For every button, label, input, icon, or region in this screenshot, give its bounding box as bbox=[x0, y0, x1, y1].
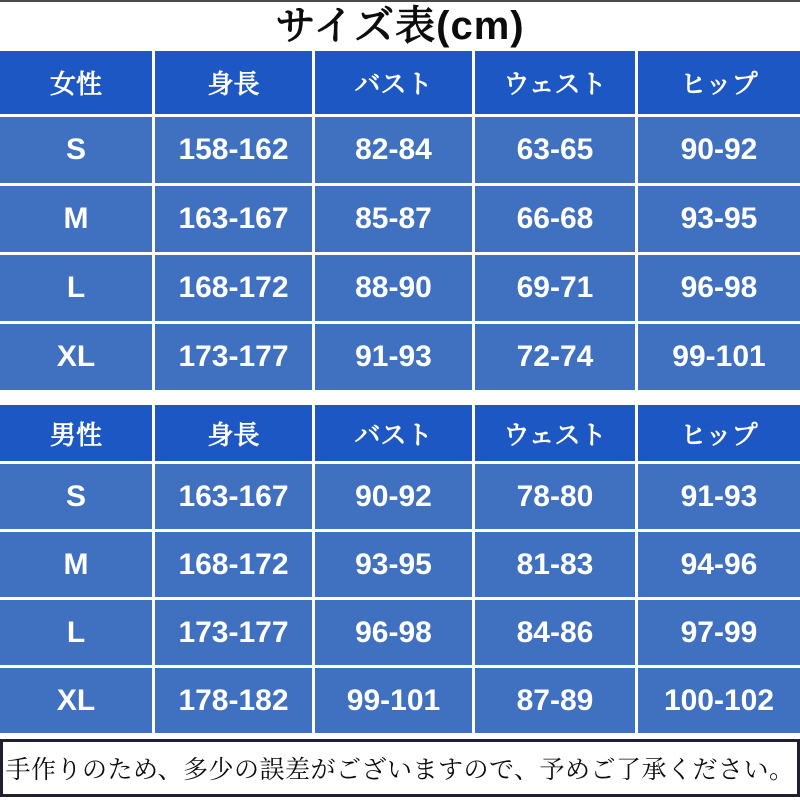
column-header-cell: ウェスト bbox=[475, 51, 635, 114]
row-label-cell: M bbox=[0, 186, 152, 252]
size-table-women bbox=[0, 51, 800, 390]
column-header-cell: ヒップ bbox=[638, 405, 800, 461]
value-cell: 168-172 bbox=[155, 532, 312, 597]
value-cell: 91-93 bbox=[638, 464, 800, 529]
value-cell: 99-101 bbox=[315, 668, 472, 733]
row-label-cell: S bbox=[0, 464, 152, 529]
value-cell: 93-95 bbox=[638, 186, 800, 252]
value-cell: 163-167 bbox=[155, 186, 312, 252]
value-cell: 93-95 bbox=[315, 532, 472, 597]
value-cell: 96-98 bbox=[315, 600, 472, 665]
value-cell: 84-86 bbox=[475, 600, 635, 665]
value-cell: 88-90 bbox=[315, 255, 472, 321]
value-cell: 87-89 bbox=[475, 668, 635, 733]
row-label-cell: XL bbox=[0, 324, 152, 390]
row-label-cell: XL bbox=[0, 668, 152, 733]
column-header-cell: 身長 bbox=[155, 51, 312, 114]
value-cell: 96-98 bbox=[638, 255, 800, 321]
value-cell: 82-84 bbox=[315, 117, 472, 183]
row-label-cell: M bbox=[0, 532, 152, 597]
row-label-cell: L bbox=[0, 255, 152, 321]
value-cell: 173-177 bbox=[155, 324, 312, 390]
value-cell: 81-83 bbox=[475, 532, 635, 597]
value-cell: 72-74 bbox=[475, 324, 635, 390]
column-header-cell: バスト bbox=[315, 51, 472, 114]
size-table-men bbox=[0, 405, 800, 733]
column-header-cell: 身長 bbox=[155, 405, 312, 461]
value-cell: 90-92 bbox=[638, 117, 800, 183]
value-cell: 100-102 bbox=[638, 668, 800, 733]
column-header-cell: バスト bbox=[315, 405, 472, 461]
value-cell: 91-93 bbox=[315, 324, 472, 390]
row-label-cell: S bbox=[0, 117, 152, 183]
value-cell: 94-96 bbox=[638, 532, 800, 597]
value-cell: 63-65 bbox=[475, 117, 635, 183]
value-cell: 90-92 bbox=[315, 464, 472, 529]
row-label-cell: L bbox=[0, 600, 152, 665]
value-cell: 78-80 bbox=[475, 464, 635, 529]
value-cell: 85-87 bbox=[315, 186, 472, 252]
value-cell: 163-167 bbox=[155, 464, 312, 529]
value-cell: 99-101 bbox=[638, 324, 800, 390]
table-section-header-cell: 男性 bbox=[0, 405, 152, 461]
value-cell: 97-99 bbox=[638, 600, 800, 665]
column-header-cell: ヒップ bbox=[638, 51, 800, 114]
value-cell: 173-177 bbox=[155, 600, 312, 665]
value-cell: 168-172 bbox=[155, 255, 312, 321]
value-cell: 69-71 bbox=[475, 255, 635, 321]
page-title: サイズ表(cm) bbox=[275, 4, 525, 48]
table-section-header-cell: 女性 bbox=[0, 51, 152, 114]
footnote: 手作りのため、多少の誤差がございますので、予めご了承ください。 bbox=[0, 739, 800, 797]
column-header-cell: ウェスト bbox=[475, 405, 635, 461]
value-cell: 66-68 bbox=[475, 186, 635, 252]
value-cell: 158-162 bbox=[155, 117, 312, 183]
value-cell: 178-182 bbox=[155, 668, 312, 733]
